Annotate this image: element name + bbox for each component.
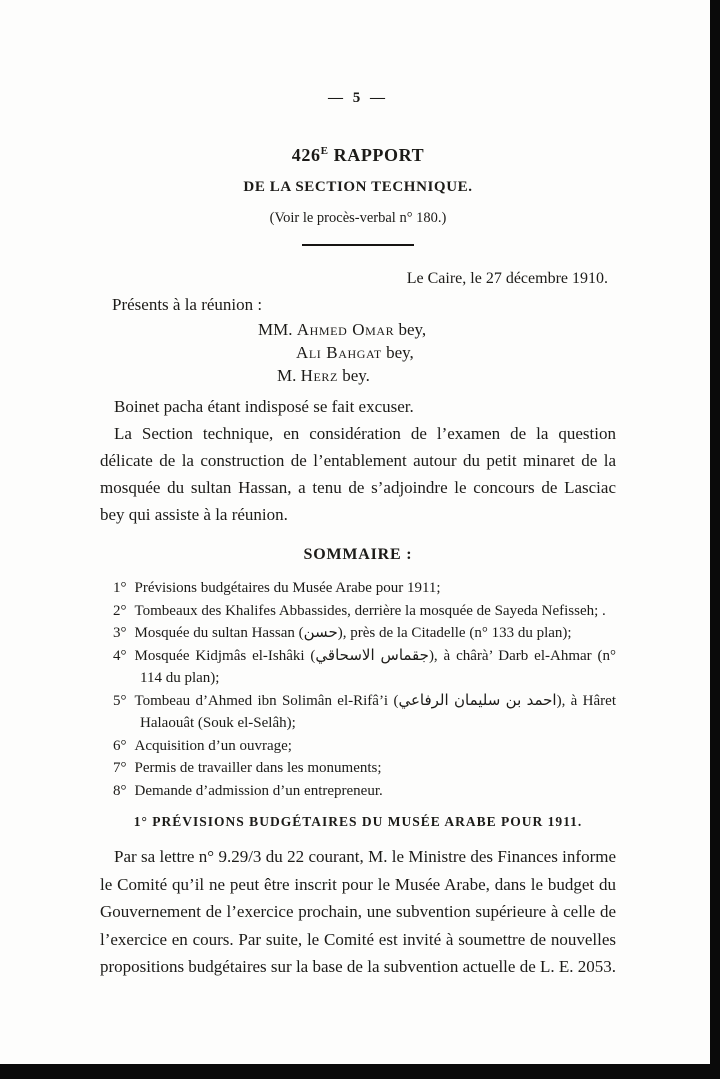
summary-item: [100, 690, 616, 735]
summary-item: [100, 645, 616, 690]
dateline: Le Caire, le 27 décembre 1910.: [406, 270, 608, 287]
attendee-name: Ali Bahgat: [296, 343, 382, 362]
summary-item-text: Mosquée Kidjmâs el-Ishâki (جقماس الاسحاقي), à chârà’ Darb el-Ahmar (n° 114 du plan);: [134, 647, 617, 686]
summary-item-number: 2°: [113, 602, 127, 619]
summary-item-text: Acquisition d’un ouvrage;: [134, 737, 292, 754]
summary-heading: SOMMAIRE :: [303, 546, 413, 563]
attendee: [296, 341, 616, 364]
summary-item: [100, 577, 616, 600]
page-number: — 5 —: [328, 90, 388, 106]
scan-edge-bottom: [0, 1064, 720, 1079]
attendee-list: [258, 318, 616, 387]
summary-item-text: Mosquée du sultan Hassan (حسن), près de la Citadelle (n° 133 du plan);: [134, 625, 572, 641]
paragraph-budget: Par sa lettre n° 9.29/3 du 22 courant, M. le Ministre des Finances informe le Comité qu’il ne peut être inscrit pour le Musée Arabe, dans le budget du Gouvernement de l’exercice prochain, une subvention supérieure à celle de l’exercice en cours. Par suite, le Comité est invité à soumettre de nouvelles propositions budgétaires sur la base de la subvention actuelle de L. E. 2053.: [100, 847, 617, 976]
attendee-suffix: bey,: [381, 343, 414, 362]
summary-item: [100, 622, 616, 645]
summary-item-text: Tombeau d’Ahmed ibn Solimân el-Rifâ’i (احمد بن سليمان الرفاعي), à Hâret Halaouât (Souk el-Selâh);: [134, 692, 616, 731]
attendee-suffix: bey.: [337, 366, 370, 385]
summary-item-number: 1°: [113, 580, 127, 596]
summary-item-text: Demande d’admission d’un entrepreneur.: [134, 782, 383, 799]
summary-item: [100, 735, 616, 758]
summary-item-number: 6°: [113, 737, 127, 754]
scan-edge-right: [710, 0, 720, 1079]
attendee-prefix: M.: [277, 366, 301, 385]
summary-list: [100, 577, 616, 802]
reference-note: (Voir le procès-verbal n° 180.): [269, 210, 447, 226]
attendee-name: Herz: [300, 366, 338, 385]
summary-item-text: Permis de travailler dans les monuments;: [134, 760, 382, 776]
attendee-suffix: bey,: [394, 320, 427, 339]
attendee: [258, 318, 616, 341]
paragraph-excuse: Boinet pacha étant indisposé se fait excuser.: [114, 397, 414, 416]
summary-item-number: 5°: [113, 692, 127, 709]
summary-item-number: 4°: [113, 647, 127, 664]
report-subtitle: DE LA SECTION TECHNIQUE.: [243, 179, 473, 195]
separator-rule: [302, 244, 414, 246]
report-title-superscript: E: [320, 145, 329, 157]
summary-item-text: Tombeaux des Khalifes Abbassides, derrière la mosquée de Sayeda Nefisseh; .: [134, 602, 606, 619]
attendee-prefix: MM.: [258, 320, 297, 339]
attendee: [277, 364, 616, 387]
attendee-name: Ahmed Omar: [296, 320, 395, 339]
summary-item-number: 3°: [113, 625, 127, 641]
summary-item: [100, 780, 616, 803]
summary-item-number: 8°: [113, 782, 127, 799]
summary-item: [100, 600, 616, 623]
paragraph-introduction: La Section technique, en considération de l’examen de la question délicate de la construction de l’entablement autour du petit minaret de la mosquée du sultan Hassan, a tenu de s’adjoindre le concours de Lasciac bey qui assiste à la réunion.: [100, 424, 616, 524]
report-title: [100, 140, 616, 166]
report-title-text: RAPPORT: [328, 145, 425, 165]
report-title-number: 426: [291, 145, 321, 165]
attendance-label: Présents à la réunion :: [112, 295, 263, 314]
summary-item-text: Prévisions budgétaires du Musée Arabe pour 1911;: [134, 580, 441, 596]
section-heading: 1° PRÉVISIONS BUDGÉTAIRES DU MUSÉE ARABE POUR 1911.: [133, 814, 583, 829]
summary-item: [100, 757, 616, 780]
summary-item-number: 7°: [113, 760, 127, 776]
